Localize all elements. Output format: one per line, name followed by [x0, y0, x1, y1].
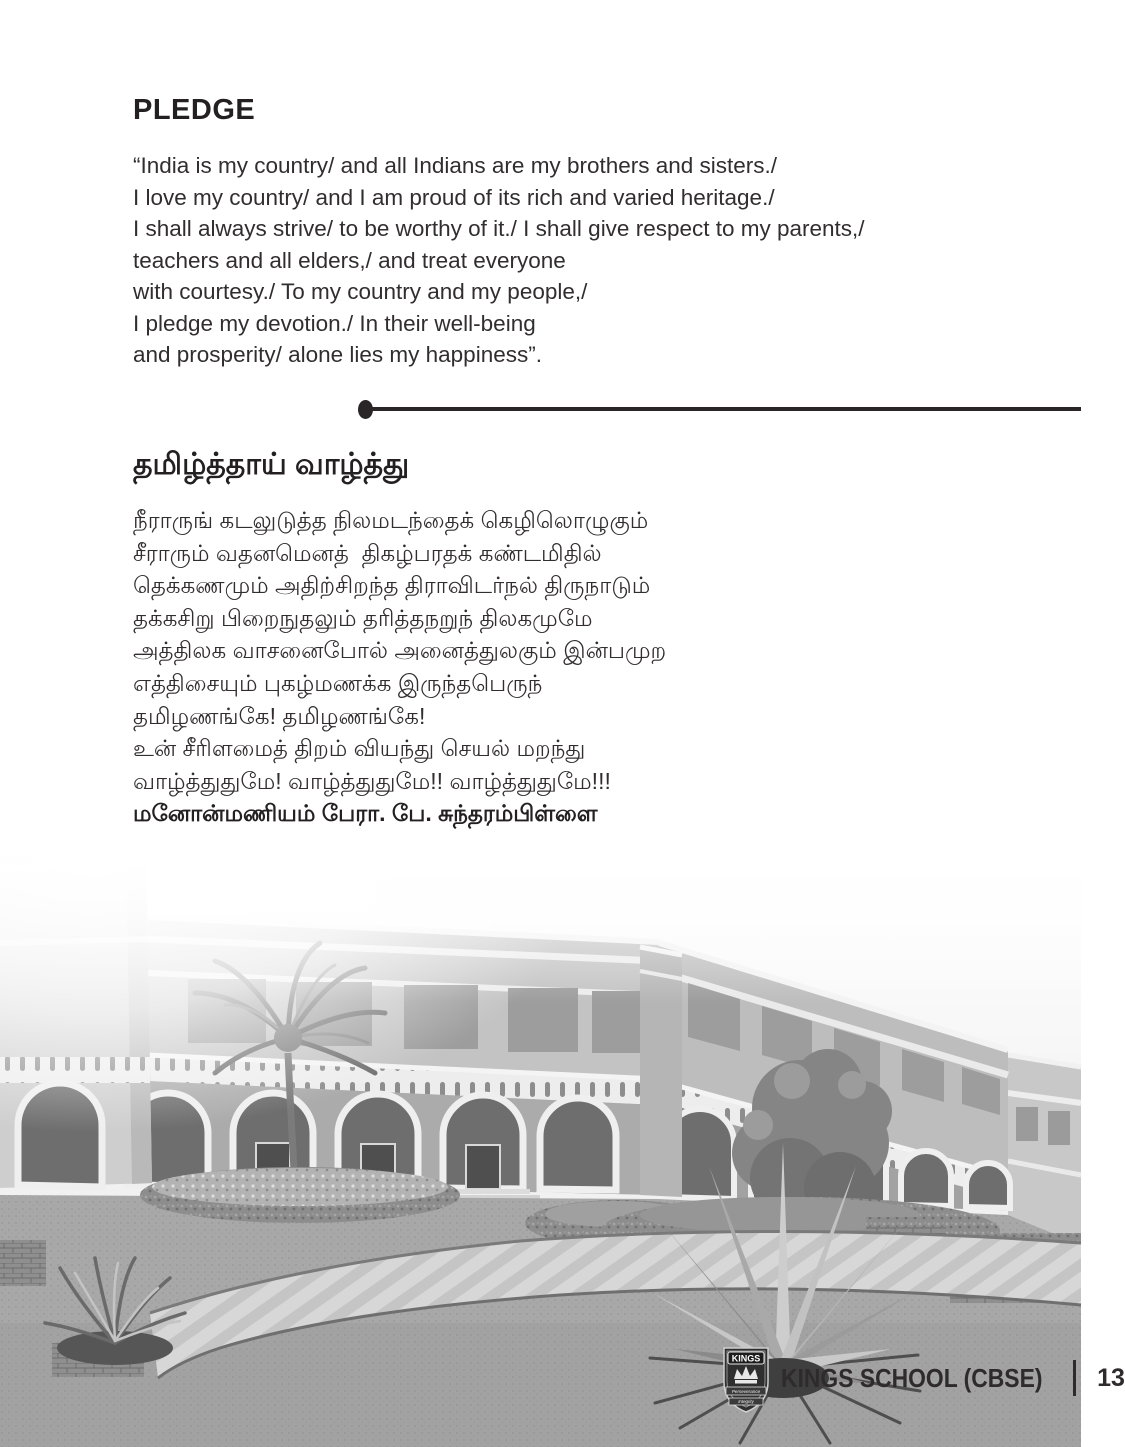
logo-motto-bottom: Integrity [738, 1399, 754, 1405]
pledge-line: I love my country/ and I am proud of its rich and varied heritage./ [133, 184, 775, 210]
pledge-title: PLEDGE [133, 94, 256, 126]
logo-motto-top: Perseverance [731, 1388, 761, 1394]
tamil-line: நீராருங் கடலுடுத்த நிலமடந்தைக் கெழிலொழுகும் [133, 507, 649, 533]
pledge-line: teachers and all elders,/ and treat everyone [133, 247, 566, 273]
tamil-anthem-author: மனோன்மணியம் பேரா. பே. சுந்தரம்பிள்ளை [133, 800, 598, 826]
pledge-line: I shall always strive/ to be worthy of it./ I shall give respect to my parents,/ [133, 216, 865, 241]
pledge-line: and prosperity/ alone lies my happiness”. [133, 342, 542, 367]
tamil-anthem-title: தமிழ்த்தாய் வாழ்த்து [133, 448, 410, 481]
pledge-text [133, 150, 973, 371]
tamil-line: தக்கசிறு பிறைநுதலும் தரித்தநறுந் திலகமுமே [133, 604, 593, 631]
logo-label: KINGS [731, 1353, 761, 1364]
tamil-line: வாழ்த்துதுமே! வாழ்த்துதுமே!! வாழ்த்துதுமே!!! [133, 767, 611, 794]
tamil-line: தமிழணங்கே! தமிழணங்கே! [133, 702, 426, 729]
pledge-line: with courtesy./ To my country and my people,/ [133, 279, 588, 304]
tamil-line: எத்திசையும் புகழ்மணக்க இருந்தபெருந் [133, 669, 543, 696]
pledge-line: I pledge my devotion./ In their well-being [133, 310, 536, 336]
tamil-line: உன் சீரிளமைத் திறம் வியந்து செயல் மறந்து [133, 735, 586, 762]
school-photo [0, 843, 1125, 1447]
tamil-line: அத்திலக வாசனைபோல் அனைத்துலகும் இன்பமுற [133, 637, 667, 664]
pledge-line: “India is my country/ and all Indians are my brothers and sisters./ [133, 153, 778, 178]
footer-school-name: KINGS SCHOOL (CBSE) [781, 1362, 1043, 1393]
tamil-anthem-text [133, 504, 733, 797]
page-footer [720, 1340, 1125, 1416]
kings-school-logo-icon [720, 1342, 772, 1414]
footer-page-number: 13 [1097, 1363, 1125, 1392]
divider-line [366, 407, 1081, 411]
footer-divider [1073, 1360, 1076, 1396]
tamil-line: சீராரும் வதனமெனத் திகழ்பரதக் கண்டமிதில் [133, 539, 602, 566]
tamil-line: தெக்கணமும் அதிற்சிறந்த திராவிடர்நல் திருநாடும் [133, 572, 651, 599]
